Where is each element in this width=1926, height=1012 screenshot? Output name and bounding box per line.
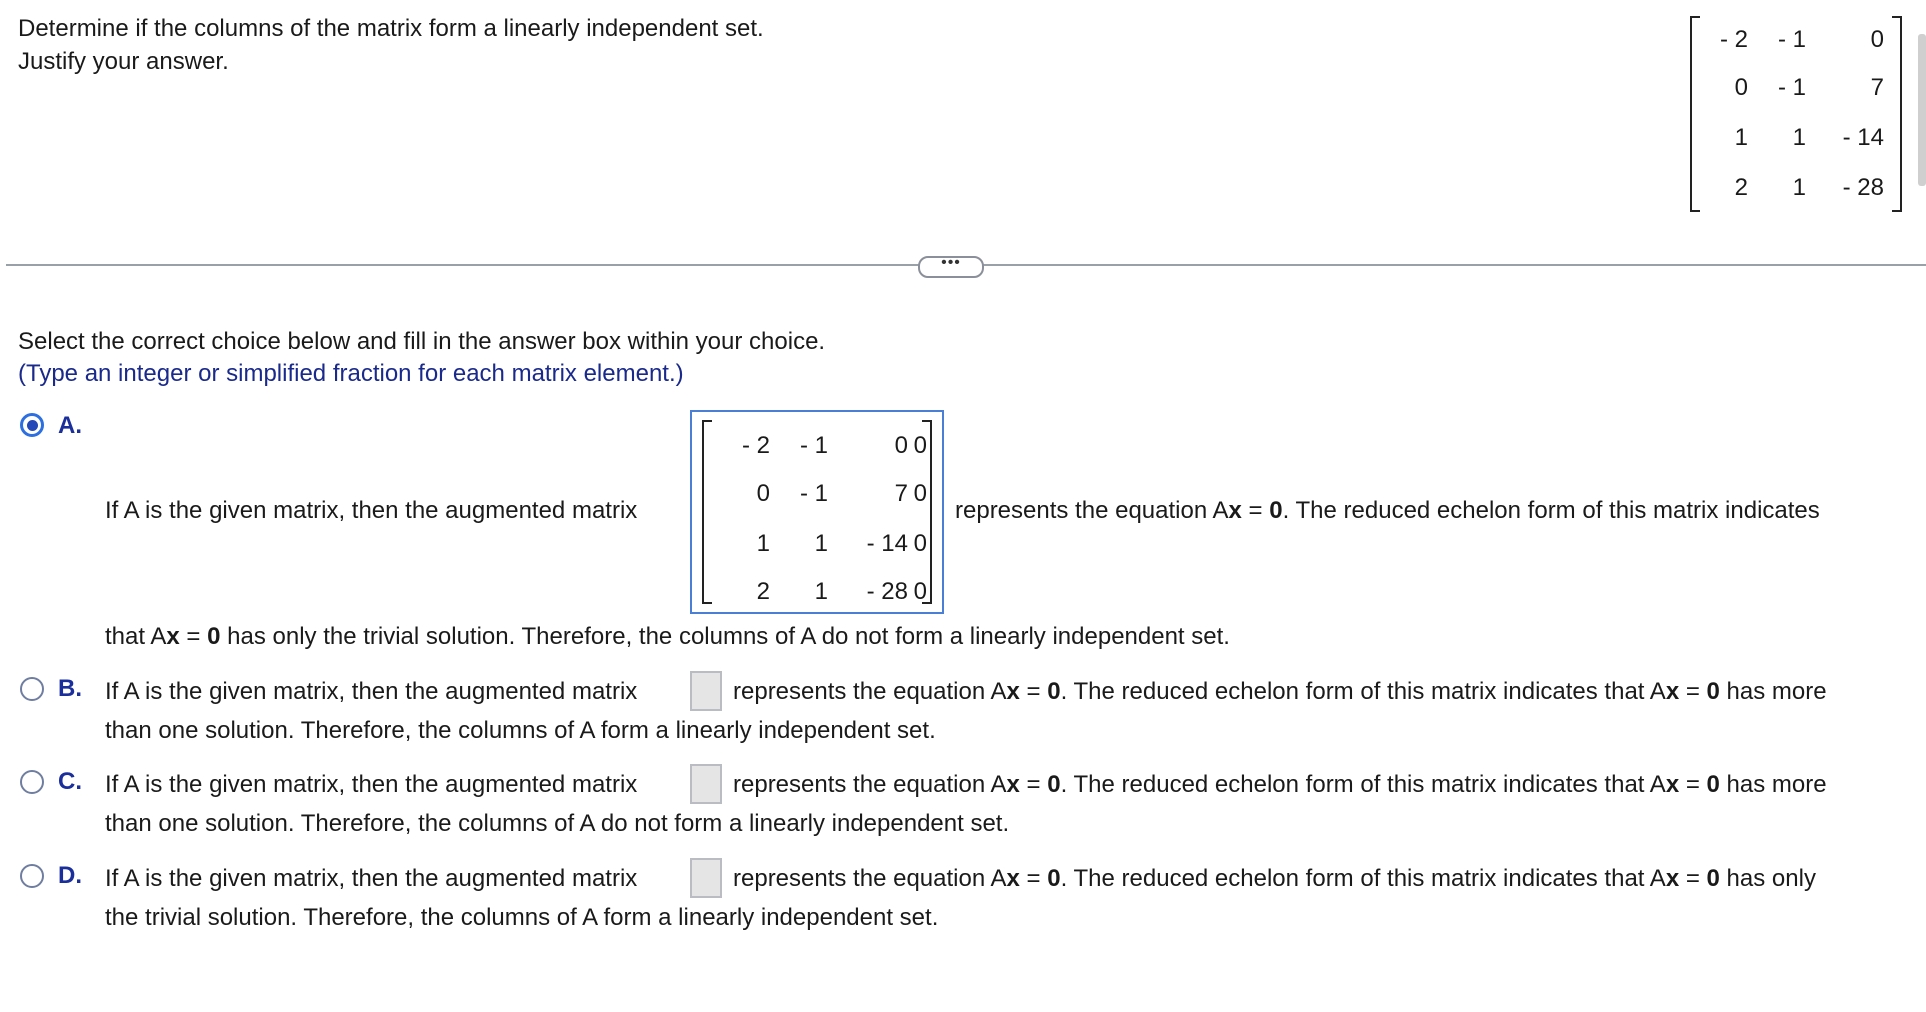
matrix-cell: 7 [1870,74,1884,101]
choice-d-text-post: represents the equation Ax = 0. The reduced echelon form of this matrix indicates that Ax = 0 has only [733,865,1816,892]
matrix-right-bracket [1892,16,1902,212]
choice-a-text-post: represents the equation Ax = 0. The reduced echelon form of this matrix indicates [955,497,1820,524]
question-line-1: Determine if the columns of the matrix form a linearly independent set. [18,15,764,42]
choice-b-answer-box[interactable] [690,671,722,711]
matrix-cell: 0 [894,432,908,459]
choice-d-letter: D. [58,862,82,889]
matrix-cell: 0 [913,530,927,557]
choice-c-text-line2: than one solution. Therefore, the columns of A do not form a linearly independent set. [105,810,1010,837]
matrix-cell: 0 [1870,26,1884,53]
matrix-cell: - 2 [1719,26,1748,53]
question-line-2: Justify your answer. [18,48,229,75]
choice-b-radio[interactable] [20,677,44,701]
choice-c-text-pre: If A is the given matrix, then the augmented matrix [105,771,638,798]
choice-a-text-line2: that Ax = 0 has only the trivial solution. Therefore, the columns of A do not form a linearly independent set. [105,623,1230,650]
choice-d-text-pre: If A is the given matrix, then the augmented matrix [105,865,638,892]
matrix-cell: 2 [1734,174,1748,201]
matrix-left-bracket [1690,16,1700,212]
matrix-cell: - 2 [741,432,770,459]
scrollbar[interactable] [1918,34,1926,186]
matrix-cell: - 14 [866,530,908,557]
question-prompt [18,12,764,78]
given-matrix [1690,16,1902,212]
instructions-hint: (Type an integer or simplified fraction for each matrix element.) [18,360,684,387]
matrix-cell: 0 [1734,74,1748,101]
matrix-cell: 1 [1792,174,1806,201]
choice-b-letter: B. [58,675,82,702]
choice-b-text-line2: than one solution. Therefore, the columns of A form a linearly independent set. [105,717,936,744]
matrix-cell: 1 [1734,124,1748,151]
matrix-cell: - 1 [1777,26,1806,53]
choice-b-text-post: represents the equation Ax = 0. The reduced echelon form of this matrix indicates that Ax = 0 has more [733,678,1827,705]
matrix-cell: 1 [814,530,828,557]
matrix-cell: - 1 [799,480,828,507]
choice-a-text-pre: If A is the given matrix, then the augmented matrix [105,497,638,524]
matrix-cell: - 28 [866,578,908,605]
choice-c-text-post: represents the equation Ax = 0. The reduced echelon form of this matrix indicates that Ax = 0 has more [733,771,1827,798]
choice-c-answer-box[interactable] [690,764,722,804]
augmented-matrix-answer[interactable] [690,410,944,614]
matrix-cell: - 14 [1842,124,1884,151]
augmented-matrix [702,420,932,604]
matrix-cell: 7 [894,480,908,507]
matrix-cell: 0 [913,432,927,459]
matrix-cell: 0 [913,480,927,507]
matrix-cell: 1 [814,578,828,605]
matrix-cell: 1 [756,530,770,557]
matrix-cell: - 28 [1842,174,1884,201]
matrix-cell: 1 [1792,124,1806,151]
choice-b-text-pre: If A is the given matrix, then the augmented matrix [105,678,638,705]
choice-a-radio[interactable] [20,413,44,437]
matrix-cell: - 1 [1777,74,1806,101]
choice-d-radio[interactable] [20,864,44,888]
matrix-left-bracket [702,420,712,604]
instructions [18,326,825,390]
matrix-cell: 0 [913,578,927,605]
choice-c-letter: C. [58,768,82,795]
choice-a-letter: A. [58,412,82,439]
more-button[interactable]: ••• [918,256,984,278]
choice-d-text-line2: the trivial solution. Therefore, the columns of A form a linearly independent set. [105,904,939,931]
instructions-line: Select the correct choice below and fill in the answer box within your choice. [18,328,826,355]
matrix-cell: - 1 [799,432,828,459]
choice-c-radio[interactable] [20,770,44,794]
choice-d-answer-box[interactable] [690,858,722,898]
matrix-cell: 0 [756,480,770,507]
matrix-cell: 2 [756,578,770,605]
